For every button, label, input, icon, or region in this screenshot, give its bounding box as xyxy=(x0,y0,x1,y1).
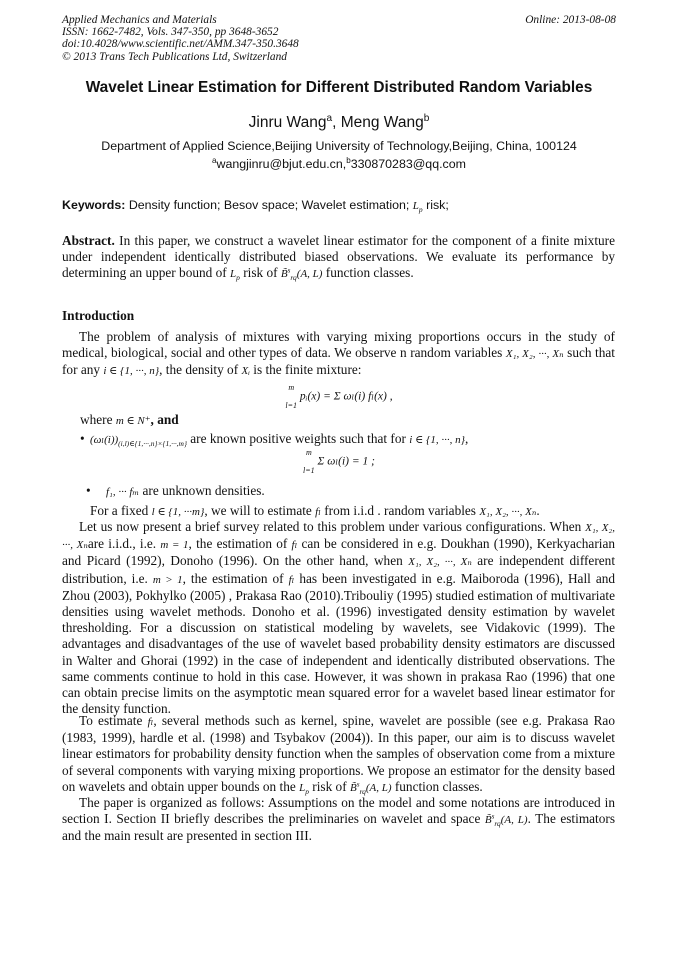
fixed-text-1: For a fixed xyxy=(89,503,149,518)
intro-paragraph-1 xyxy=(62,329,615,380)
f-text: are unknown densities. xyxy=(142,483,265,498)
abstract-besov-sub: rq xyxy=(290,273,297,283)
p1-text-2: such that for any xyxy=(62,345,615,378)
p2-text-6: , the estimation of xyxy=(182,570,284,586)
intro-paragraph-4 xyxy=(62,795,615,845)
email-b-mark: b xyxy=(346,155,351,165)
fixed-text-4: . xyxy=(536,503,540,518)
paper-title: Wavelet Linear Estimation for Different Distributed Random Variables xyxy=(85,79,593,96)
densities-bullet xyxy=(86,483,265,499)
p3-text-3: risk of xyxy=(312,778,347,794)
p3-lp-sub: p xyxy=(305,787,309,796)
p4-besov-sup: s xyxy=(491,812,495,821)
p3-fl: fₗ xyxy=(147,716,154,728)
author-list xyxy=(0,114,678,132)
fixed-text-2: , we will to estimate xyxy=(204,503,312,518)
email-a: wangjinru@bjut.edu.cn, xyxy=(216,157,347,171)
p1-cond: i ∈ {1, ···, n} xyxy=(103,365,160,378)
p4-text-1: The paper is organized as follows: Assumptions on the model and some notations are introduced in section I. Section II briefly describes the preliminaries on wavelet and space xyxy=(62,795,615,827)
p3-besov-sup: s xyxy=(356,780,360,789)
online-date: Online: 2013-08-08 xyxy=(525,14,616,26)
p4-besov-sub: rq xyxy=(494,819,501,829)
weights-sum-equation xyxy=(0,449,678,475)
affiliation: Department of Applied Science,Beijing University of Technology,Beijing, China, 100124 xyxy=(101,139,577,153)
fixed-l-sentence xyxy=(80,503,540,519)
weights-bullet xyxy=(80,431,468,447)
mixture-equation xyxy=(0,384,678,410)
keywords-lp-sub: p xyxy=(418,205,423,215)
where-text-2: , and xyxy=(150,412,179,427)
p1-text-1: The problem of analysis of mixtures with varying mixing proportions occurs in the study of medical, biological, social and other types of data. We observe n random variables xyxy=(62,329,615,361)
p2-m-gt-1: m > 1 xyxy=(152,573,183,586)
p2-text-1: Let us now present a brief survey related to this problem under various configurations. When xyxy=(79,519,582,534)
p3-lp xyxy=(299,782,309,794)
author-2-mark: b xyxy=(423,112,430,124)
p3-text-1: To estimate xyxy=(79,713,143,728)
eq1-sum-top: m xyxy=(288,383,295,392)
abstract-besov-sup: s xyxy=(287,266,291,275)
eq1-sum-limits xyxy=(285,384,297,410)
email-b: 330870283@qq.com xyxy=(350,157,466,171)
author-1: Jinru Wang xyxy=(248,114,327,131)
intro-paragraph-2 xyxy=(62,519,615,717)
omega-symbol xyxy=(90,434,187,449)
eq2-sum-top: m xyxy=(305,448,312,457)
omega-text-2: , xyxy=(465,431,469,446)
p2-fl-2: fₗ xyxy=(288,573,295,586)
p2-text-4: can be considered in e.g. Doukhan (1990), Kerkyacharian and Picard (1992), Donoho (1996). On the other hand, when xyxy=(62,536,616,569)
keywords-label: Keywords: xyxy=(62,198,126,212)
p3-besov-args: (A, L) xyxy=(365,781,392,794)
doi-line: doi:10.4028/www.scientific.net/AMM.347-350.3648 xyxy=(62,38,299,51)
eq1-sum-bottom: l=1 xyxy=(285,401,298,410)
where-text-1: where xyxy=(80,412,113,427)
copyright-line: © 2013 Trans Tech Publications Ltd, Switzerland xyxy=(62,50,287,63)
fixed-fl: fₗ xyxy=(315,506,321,518)
p2-text-7: has been investigated in e.g. Maiboroda (1996), Hall and Zhou (2003), Pokhylko (2005) , Prakasa Rao (2010).Tribouliy (1995) studied estimation of multivariate densities using wavelet methods. Donoho et al. (1996) investigated density estimation by wavelet thresholding. For a discussion on statistical modeling by wavelets, see Vidakovic (1999). The advantages and disadvantages of the use of wavelet based probability density estimators are discussed in Walter and Ghorai (1992) in the case of independent and identically distributed observations. The same comments continue to hold in this case. However, it was shown in prakasa Rao (1996) that one can obtain precise limits on the asymptotic mean squared error for a wavelet based linear estimator for the density function. xyxy=(62,570,616,717)
p4-besov-args: (A, L) xyxy=(500,814,528,827)
eq2-sum-bottom: l=1 xyxy=(303,466,315,475)
p4-text-2: . The estimators and the main result are presented in section III. xyxy=(62,811,616,844)
bullet-icon: • xyxy=(86,483,91,498)
keywords-lp xyxy=(412,200,423,215)
abstract-lp xyxy=(230,268,240,283)
p3-lp-symbol: L xyxy=(299,781,306,794)
p3-besov-sub: rq xyxy=(359,787,366,796)
p2-vars-2: X₁, X₂, ···, Xₙ xyxy=(408,556,472,569)
p2-m-eq-1: m = 1 xyxy=(160,539,189,552)
p2-text-3: , the estimation of xyxy=(188,536,288,552)
abstract-text-1: In this paper, we construct a wavelet linear estimator for the component of a finite mixture under independent identically distributed biased observations. We evaluate its performance by determining an upper bound of xyxy=(62,233,615,281)
p2-text-2: are i.i.d., i.e. xyxy=(87,536,157,552)
bullet-icon: • xyxy=(80,431,85,446)
p1-text-3: , the density of xyxy=(159,362,239,378)
where-cond: m ∈ N⁺ xyxy=(115,415,151,427)
abstract-lp-sub: p xyxy=(236,273,240,283)
fixed-cond: l ∈ {1, ···m} xyxy=(151,506,205,518)
journal-name: Applied Mechanics and Materials xyxy=(62,14,217,26)
eq2-body: Σ ωₗ(i) = 1 ; xyxy=(317,455,375,468)
eq2-sum-limits xyxy=(303,449,315,475)
p3-besov-symbol: B̃ xyxy=(349,781,357,794)
email-line xyxy=(0,157,678,171)
p3-text-4: function classes. xyxy=(394,778,483,794)
keywords xyxy=(62,198,449,215)
author-2: Meng Wang xyxy=(340,114,424,131)
omega-text-1: are known positive weights such that for xyxy=(190,431,406,446)
p4-besov-symbol: B̃ xyxy=(484,814,492,827)
abstract-besov-symbol: B̃ xyxy=(280,268,288,281)
abstract-text-2: risk of xyxy=(243,265,278,281)
email-a-mark: a xyxy=(212,155,217,165)
author-1-mark: a xyxy=(326,112,333,124)
abstract-besov xyxy=(280,266,323,283)
p2-vars-1: X₁, X₂, ···, Xₙ xyxy=(62,522,616,552)
omega-sub: (i,l)∈{1,···,n}×{1,···,m} xyxy=(118,439,187,449)
abstract-besov-args: (A, L) xyxy=(296,268,323,281)
keywords-lp-symbol: L xyxy=(412,200,419,212)
p3-text-2: , several methods such as kernel, spine, wavelet are possible (see e.g. Prakasa Rao (1983, 1999), hardle et al. (1998) and Tsybakov (2004)). In this paper, our aim is to discuss wavelet linear estimators for probability density function when the samples of observation come from a mixture of several components with varying mixing proportions. We propose an estimator for the density based on wavelets and obtain upper bounds on the xyxy=(62,713,615,794)
p4-besov xyxy=(484,812,528,829)
journal-header xyxy=(62,14,616,63)
p2-text-5: are independent different distribution, i.e. xyxy=(62,553,616,586)
keywords-risk: risk; xyxy=(426,198,449,212)
eq1-body: pᵢ(x) = Σ ωₗ(i) fₗ(x) , xyxy=(299,390,393,403)
p3-besov xyxy=(350,782,392,794)
keywords-text: Density function; Besov space; Wavelet estimation; xyxy=(128,198,410,212)
p1-text-4: is the finite mixture: xyxy=(253,362,362,378)
abstract-lp-symbol: L xyxy=(230,268,237,281)
p1-xi: Xᵢ xyxy=(241,365,250,378)
omega-cond: i ∈ {1, ···, n} xyxy=(409,434,466,446)
fixed-vars: X₁, X₂, ···, Xₙ xyxy=(479,506,537,518)
issn-line: ISSN: 1662-7482, Vols. 347-350, pp 3648-3652 xyxy=(62,26,279,39)
author-separator: , xyxy=(332,114,341,131)
abstract-label: Abstract. xyxy=(62,233,115,248)
where-clause xyxy=(80,412,179,428)
fixed-text-3: from i.i.d . random variables xyxy=(324,503,476,518)
abstract xyxy=(62,233,615,283)
f-symbols: f₁, ··· fₘ xyxy=(106,486,140,498)
section-heading-introduction: Introduction xyxy=(62,308,135,323)
omega-sym: (ωₗ(i)) xyxy=(90,434,119,446)
p2-fl-1: fₗ xyxy=(291,539,298,552)
intro-paragraph-3 xyxy=(62,713,615,796)
abstract-text-3: function classes. xyxy=(325,265,414,281)
p1-vars: X₁, X₂, ···, Xₙ xyxy=(505,348,564,361)
